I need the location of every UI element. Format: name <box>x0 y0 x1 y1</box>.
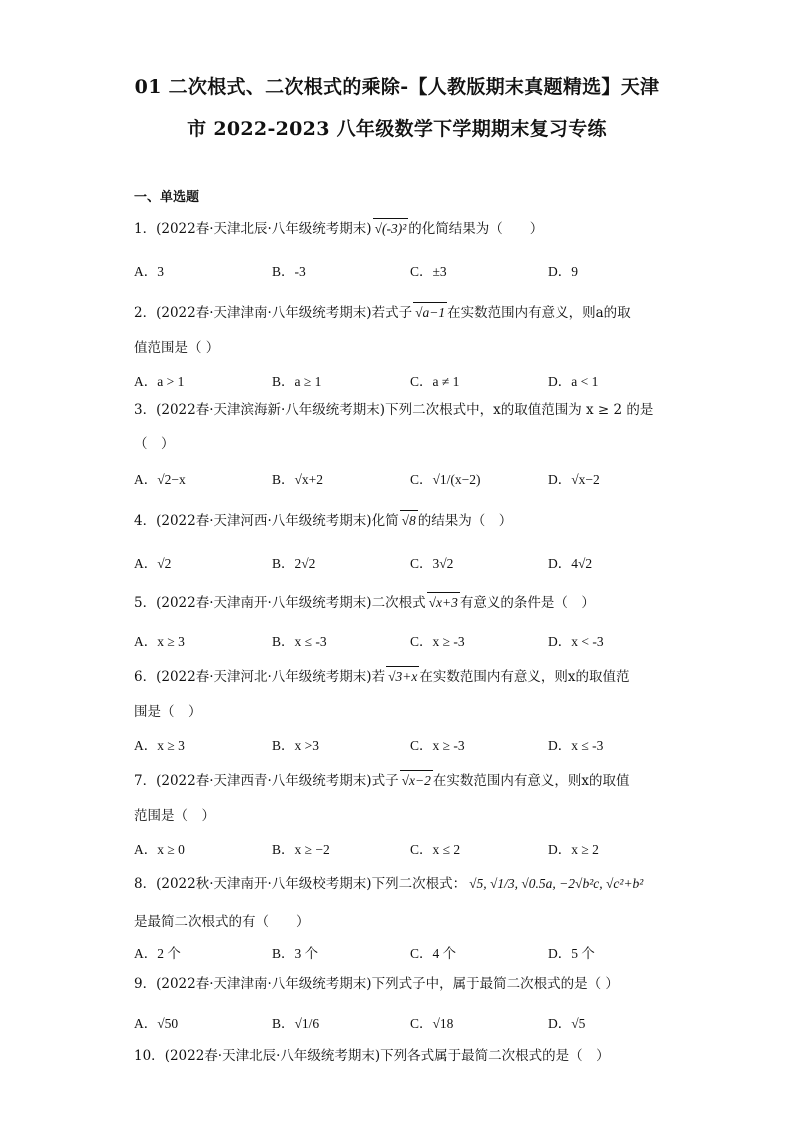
q-number: 3． <box>134 402 157 418</box>
q-source: (2022秋·天津南开·八年级校考期末) <box>156 876 372 892</box>
option-d[interactable]: D．x ≤ -3 <box>548 738 604 753</box>
q-stem: 若 <box>371 669 386 685</box>
q-stem: 下列二次根式中，x的取值范围为 x ≥ 2 的是 <box>385 402 654 418</box>
option-b[interactable]: B．x ≤ -3 <box>272 634 327 649</box>
q-stem: 下列式子中，属于最简二次根式的是（ ） <box>371 976 619 992</box>
q-number: 6． <box>134 669 157 685</box>
question-3 <box>134 400 653 420</box>
question-5 <box>134 592 595 613</box>
option-a[interactable]: A．x ≥ 0 <box>134 842 185 857</box>
question-6 <box>134 666 629 687</box>
q-stem: 化简 <box>371 513 399 529</box>
question-2 <box>134 302 631 323</box>
q-source: (2022春·天津南开·八年级统考期末) <box>156 595 372 611</box>
option-b[interactable]: B．3 个 <box>272 946 319 961</box>
question-7 <box>134 770 629 791</box>
option-d[interactable]: D．x ≥ 2 <box>548 842 599 857</box>
q-number: 10． <box>134 1048 165 1064</box>
q-source: (2022春·天津津南·八年级统考期末) <box>156 305 372 321</box>
question-4 <box>134 510 512 531</box>
option-a[interactable]: A．2 个 <box>134 946 181 961</box>
q-number: 4． <box>134 513 157 529</box>
option-d[interactable]: D．4√2 <box>548 556 593 571</box>
doc-title-line-2: 市 2022-2023 八年级数学下学期期末复习专练 <box>187 118 607 140</box>
option-c[interactable]: C．√1/(x−2) <box>410 472 481 487</box>
q-stem: 二次根式 <box>371 595 426 611</box>
option-d[interactable]: D．9 <box>548 264 578 279</box>
q-stem: 下列二次根式： <box>371 876 467 892</box>
option-b[interactable]: B．x ≥ −2 <box>272 842 330 857</box>
q-stem: 式子 <box>371 773 399 789</box>
q-stem: 在实数范围内有意义，则x的取值范 <box>419 669 630 685</box>
q-radical-list: √5, √1/3, √0.5a, −2√b²c, √c²+b² <box>469 876 644 891</box>
q-stem: 的结果为（ ） <box>417 513 513 529</box>
q-radical: √8 <box>400 510 418 531</box>
q-number: 2． <box>134 305 157 321</box>
option-c[interactable]: C．√18 <box>410 1016 454 1031</box>
question-1 <box>134 218 543 239</box>
option-c[interactable]: C．3√2 <box>410 556 454 571</box>
q-stem: 若式子 <box>371 305 413 321</box>
q-stem: 在实数范围内有意义，则a的取 <box>447 305 631 321</box>
q-number: 7． <box>134 773 157 789</box>
section-heading: 一、单选题 <box>134 190 200 205</box>
option-c[interactable]: C．±3 <box>410 264 447 279</box>
option-a[interactable]: A．x ≥ 3 <box>134 738 185 753</box>
q-number: 5． <box>134 595 157 611</box>
option-a[interactable]: A．3 <box>134 264 164 279</box>
q-stem: 有意义的条件是（ ） <box>459 595 595 611</box>
option-c[interactable]: C．a ≠ 1 <box>410 374 460 389</box>
option-a[interactable]: A．x ≥ 3 <box>134 634 185 649</box>
option-b[interactable]: B．x >3 <box>272 738 319 753</box>
q-stem: 的化简结果为（ ） <box>408 221 544 237</box>
option-a[interactable]: A．√2 <box>134 556 172 571</box>
option-b[interactable]: B．a ≥ 1 <box>272 374 322 389</box>
q-radical: √x+3 <box>427 592 460 613</box>
option-a[interactable]: A．√50 <box>134 1016 179 1031</box>
q-stem: 在实数范围内有意义，则x的取值 <box>432 773 630 789</box>
question-10 <box>134 1046 610 1066</box>
q-source: (2022春·天津河西·八年级统考期末) <box>156 513 372 529</box>
q-radical: √x−2 <box>400 770 433 791</box>
q-number: 1． <box>134 221 157 237</box>
q-source: (2022春·天津西青·八年级统考期末) <box>156 773 372 789</box>
q-number: 8． <box>134 876 157 892</box>
option-d[interactable]: D．a < 1 <box>548 374 599 389</box>
q-source: (2022春·天津北辰·八年级统考期末) <box>164 1048 381 1064</box>
q-radical: √3+x <box>386 666 419 687</box>
option-b[interactable]: B．-3 <box>272 264 306 279</box>
option-c[interactable]: C．x ≤ 2 <box>410 842 461 857</box>
q-source: (2022春·天津河北·八年级统考期末) <box>156 669 372 685</box>
option-a[interactable]: A．a > 1 <box>134 374 185 389</box>
option-b[interactable]: B．2√2 <box>272 556 316 571</box>
q-radical: √(-3)² <box>373 218 409 239</box>
option-d[interactable]: D．√5 <box>548 1016 586 1031</box>
option-c[interactable]: C．x ≥ -3 <box>410 738 465 753</box>
option-b[interactable]: B．√x+2 <box>272 472 324 487</box>
question-6-continued: 围是（ ） <box>134 704 202 720</box>
q-number: 9． <box>134 976 157 992</box>
option-c[interactable]: C．4 个 <box>410 946 457 961</box>
option-a[interactable]: A．√2−x <box>134 472 186 487</box>
doc-title-line-1: 01 二次根式、二次根式的乘除-【人教版期末真题精选】天津 <box>134 76 660 98</box>
question-8-continued: 是最简二次根式的有（ ） <box>134 914 310 930</box>
question-2-continued: 值范围是（ ） <box>134 340 220 356</box>
q-stem: 下列各式属于最简二次根式的是（ ） <box>380 1048 610 1064</box>
option-d[interactable]: D．√x−2 <box>548 472 600 487</box>
option-b[interactable]: B．√1/6 <box>272 1016 320 1031</box>
question-3-continued: （ ） <box>134 436 175 452</box>
q-source: (2022春·天津北辰·八年级统考期末) <box>156 221 372 237</box>
question-7-continued: 范围是（ ） <box>134 808 215 824</box>
question-9 <box>134 974 619 994</box>
q-source: (2022春·天津滨海新·八年级统考期末) <box>156 402 386 418</box>
option-c[interactable]: C．x ≥ -3 <box>410 634 465 649</box>
q-radical: √a−1 <box>413 302 447 323</box>
option-d[interactable]: D．5 个 <box>548 946 595 961</box>
option-d[interactable]: D．x < -3 <box>548 634 604 649</box>
q-source: (2022春·天津津南·八年级统考期末) <box>156 976 372 992</box>
question-8 <box>134 874 645 894</box>
